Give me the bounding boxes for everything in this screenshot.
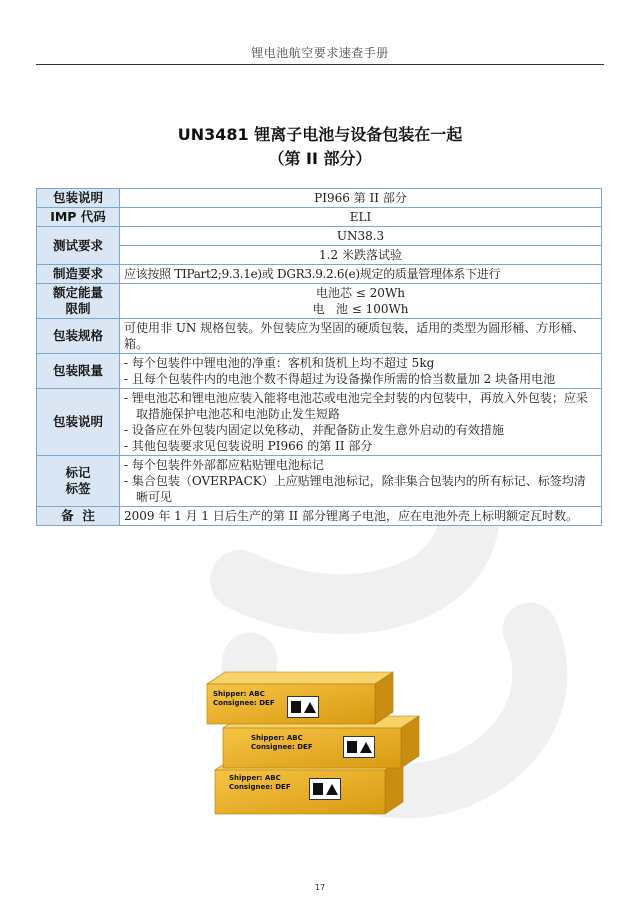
box-label [251, 734, 313, 752]
list-item: - 集合包装（OVERPACK）上应贴锂电池标记，除非集合包装内的所有标记、标签均清晰可见 [124, 474, 586, 504]
remarks-label: 备 注 [37, 507, 120, 526]
list-item: - 设备应在外包装内固定以免移动，并配备防止发生意外启动的有效措施 [124, 423, 504, 437]
table-row [37, 208, 602, 227]
table-row [37, 507, 602, 526]
table-row [37, 284, 602, 319]
packaging-spec-label: 包装规格 [37, 319, 120, 354]
list-item: - 且每个包装件内的电池个数不得超过为设备操作所需的恰当数量加 2 块备用电池 [124, 372, 556, 386]
page-number: 17 [314, 883, 326, 892]
table-row [37, 456, 602, 507]
packing-instruction-label: 包装说明 [37, 189, 120, 208]
table-row [37, 189, 602, 208]
consignee-text: Consignee: DEF [251, 743, 313, 751]
document-title: UN3481 锂离子电池与设备包装在一起 [177, 125, 463, 144]
spec-table [36, 188, 602, 526]
list-item: - 每个包装件中锂电池的净重：客机和货机上均不超过 5kg [124, 356, 435, 370]
lithium-battery-mark-icon [309, 778, 341, 800]
shipper-text: Shipper: ABC [251, 734, 303, 742]
test-requirement-value-2: 1.2 米跌落试验 [120, 246, 602, 265]
imp-code-label: IMP 代码 [37, 208, 120, 227]
packing-notes-values [120, 389, 602, 456]
table-row [37, 227, 602, 246]
list-item: - 每个包装件外部都应粘贴锂电池标记 [124, 458, 324, 472]
marking-label-line-1: 标记 [65, 465, 91, 480]
test-requirement-label: 测试要求 [37, 227, 120, 265]
box-label [213, 690, 275, 708]
packing-instruction-value: PI966 第 II 部分 [120, 189, 602, 208]
consignee-text: Consignee: DEF [229, 783, 291, 791]
table-row [37, 354, 602, 389]
marking-labeling-label [37, 456, 120, 507]
test-requirement-value-1: UN38.3 [120, 227, 602, 246]
marking-labeling-values [120, 456, 602, 507]
consignee-text: Consignee: DEF [213, 699, 275, 707]
imp-code-value: ELI [120, 208, 602, 227]
rated-energy-label-line-1: 额定能量 [52, 285, 103, 300]
overpack-illustration [205, 668, 435, 826]
packing-notes-label: 包装说明 [37, 389, 120, 456]
manufacturing-requirement-label: 制造要求 [37, 265, 120, 284]
packaging-limit-label: 包装限量 [37, 354, 120, 389]
document-subtitle: （第 II 部分） [268, 149, 372, 168]
rated-energy-values [120, 284, 602, 319]
table-row [37, 389, 602, 456]
lithium-battery-mark-icon [343, 736, 375, 758]
header-rule [36, 64, 604, 65]
box-label [229, 774, 291, 792]
rated-energy-label [37, 284, 120, 319]
header-title: 锂电池航空要求速查手册 [251, 46, 389, 60]
marking-label-line-2: 标签 [65, 481, 91, 496]
manufacturing-requirement-value: 应该按照 TIPart2;9.3.1e)或 DGR3.9.2.6(e)规定的质量管理体系下进行 [120, 265, 602, 284]
table-row [37, 265, 602, 284]
rated-energy-cell-value: 电池芯 ≤ 20Wh [315, 286, 406, 300]
rated-energy-label-line-2: 限制 [65, 301, 91, 316]
lithium-battery-mark-icon [287, 696, 319, 718]
shipper-text: Shipper: ABC [213, 690, 265, 698]
list-item: - 锂电池芯和锂电池应装入能将电池芯或电池完全封装的内包装中，再放入外包装；应采取措施保护电池芯和电池防止发生短路 [124, 391, 588, 421]
table-row [37, 246, 602, 265]
shipper-text: Shipper: ABC [229, 774, 281, 782]
remarks-value: 2009 年 1 月 1 日后生产的第 II 部分锂离子电池，应在电池外壳上标明额定瓦时数。 [120, 507, 602, 526]
list-item: - 其他包装要求见包装说明 PI966 的第 II 部分 [124, 439, 373, 453]
table-row [37, 319, 602, 354]
rated-energy-battery-value: 电 池 ≤ 100Wh [312, 302, 409, 316]
packaging-limit-values [120, 354, 602, 389]
packaging-spec-value: 可使用非 UN 规格包装。外包装应为坚固的硬质包装，适用的类型为圆形桶、方形桶、箱。 [120, 319, 602, 354]
